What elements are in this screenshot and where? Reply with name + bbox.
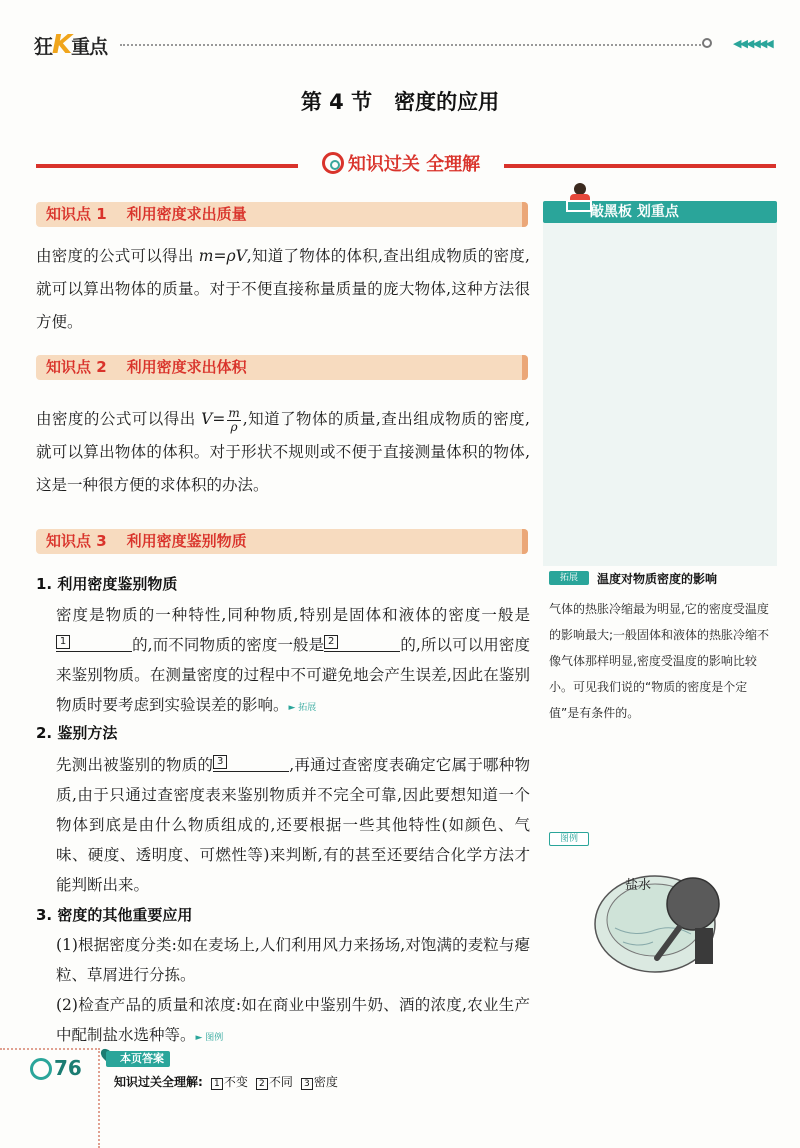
subsection-1-heading: 1. 利用密度鉴别物质 <box>36 575 178 593</box>
subsection-2-text: 先测出被鉴别的物质的 3 ,再通过查密度表确定它属于哪种物质,由于只通过查密度表来鉴别物质并不完全可靠,因此要想知道一个物体到底是由什么物质组成的,还要根据一些其他特性(如颜色、气味、硬度、透明度、可燃性等)来判断,有的甚至还要结合化学方法才能判断出来。 <box>56 756 530 894</box>
header-ring-icon <box>702 38 712 48</box>
fill-blank-3[interactable]: 3 <box>213 754 289 772</box>
spiral-icon <box>322 152 344 174</box>
subsection-3-heading: 3. 密度的其他重要应用 <box>36 906 193 924</box>
figure-badge: 图例 <box>549 832 589 846</box>
banner-rule-right <box>504 164 776 168</box>
answer-2: 不同 <box>268 1075 293 1089</box>
brand-logo: 狂K重点 <box>34 30 108 60</box>
header-arrows-icon: ◀◀◀◀◀◀ <box>733 37 772 50</box>
extension-link[interactable]: ► 拓展 <box>288 703 317 713</box>
extension-badge: 拓展 <box>549 571 589 585</box>
knowledge-point-3-header: 知识点 3 利用密度鉴别物质 <box>36 529 528 554</box>
footer-dotted-rule <box>0 1048 100 1050</box>
page-number-icon <box>30 1058 52 1080</box>
subsection-2-heading: 2. 鉴别方法 <box>36 724 118 742</box>
subsection-3-item-2: (2)检查产品的质量和浓度:如在商业中鉴别牛奶、酒的浓度,农业生产中配制盐水选种等。► 图例 <box>56 996 530 1044</box>
fill-blank-1[interactable]: 1 <box>56 634 132 652</box>
footer-dotted-divider <box>98 1048 100 1148</box>
page-number: 76 <box>54 1056 82 1080</box>
knowledge-point-2-header: 知识点 2 利用密度求出体积 <box>36 355 528 380</box>
figure-link[interactable]: ► 图例 <box>195 1033 224 1043</box>
sidebar-panel <box>543 206 777 566</box>
answer-3: 密度 <box>313 1075 338 1089</box>
answers-badge: 本页答案 <box>106 1051 170 1067</box>
header-dotted-rule <box>120 44 705 46</box>
fill-blank-2[interactable]: 2 <box>324 634 400 652</box>
extension-title: 温度对物质密度的影响 <box>597 572 718 586</box>
sidebar-title: 敲黑板 划重点 <box>590 204 679 220</box>
figure-label-salt-water: 盐水 <box>625 878 652 893</box>
knowledge-point-2-text: 由密度的公式可以得出 V= $\frac{m}{\rho}$ ,知道了物体的质量,查出组成物质的密度,就可以算出物体的体积。对于形状不规则或不便于直接测量体积的物体,这是一种很方便的求体积的办法。 <box>36 405 530 494</box>
section-banner: 知识过关 全理解 <box>298 150 504 180</box>
subsection-1-text: 密度是物质的一种特性,同种物质,特别是固体和液体的密度一般是 1 的,而不同物质的密度一般是 2 的,所以可以用密度来鉴别物质。在测量密度的过程中不可避免地会产生误差,因此在鉴别物质时要考虑到实验误差的影响。► 拓展 <box>56 606 530 714</box>
knowledge-point-1-text: 由密度的公式可以得出 m=ρV,知道了物体的体积,查出组成物质的密度,就可以算出物体的质量。对于不便直接称量质量的庞大物体,这种方法很方便。 <box>36 247 530 331</box>
salt-water-seed-selection-illustration <box>593 858 733 978</box>
page-title: 第 4 节 密度的应用 <box>300 90 500 114</box>
subsection-3-item-1: (1)根据密度分类:如在麦场上,人们利用风力来扬场,对饱满的麦粒与瘪粒、草屑进行分拣。 <box>56 936 530 984</box>
answer-1: 不变 <box>223 1075 248 1089</box>
extension-body: 气体的热胀冷缩最为明显,它的密度受温度的影响最大;一般固体和液体的热胀冷缩不像气体那样明显,密度受温度的影响比较小。可见我们说的“物质的密度是个定值”是有条件的。 <box>549 602 770 720</box>
banner-rule-left <box>36 164 298 168</box>
teacher-icon <box>566 183 592 223</box>
answers-line: 知识过关全理解: 1 不变 2 不同 3 密度 <box>114 1075 338 1089</box>
knowledge-point-1-header: 知识点 1 利用密度求出质量 <box>36 202 528 227</box>
density-fraction: $\frac{m}{\rho}$ <box>228 405 240 434</box>
